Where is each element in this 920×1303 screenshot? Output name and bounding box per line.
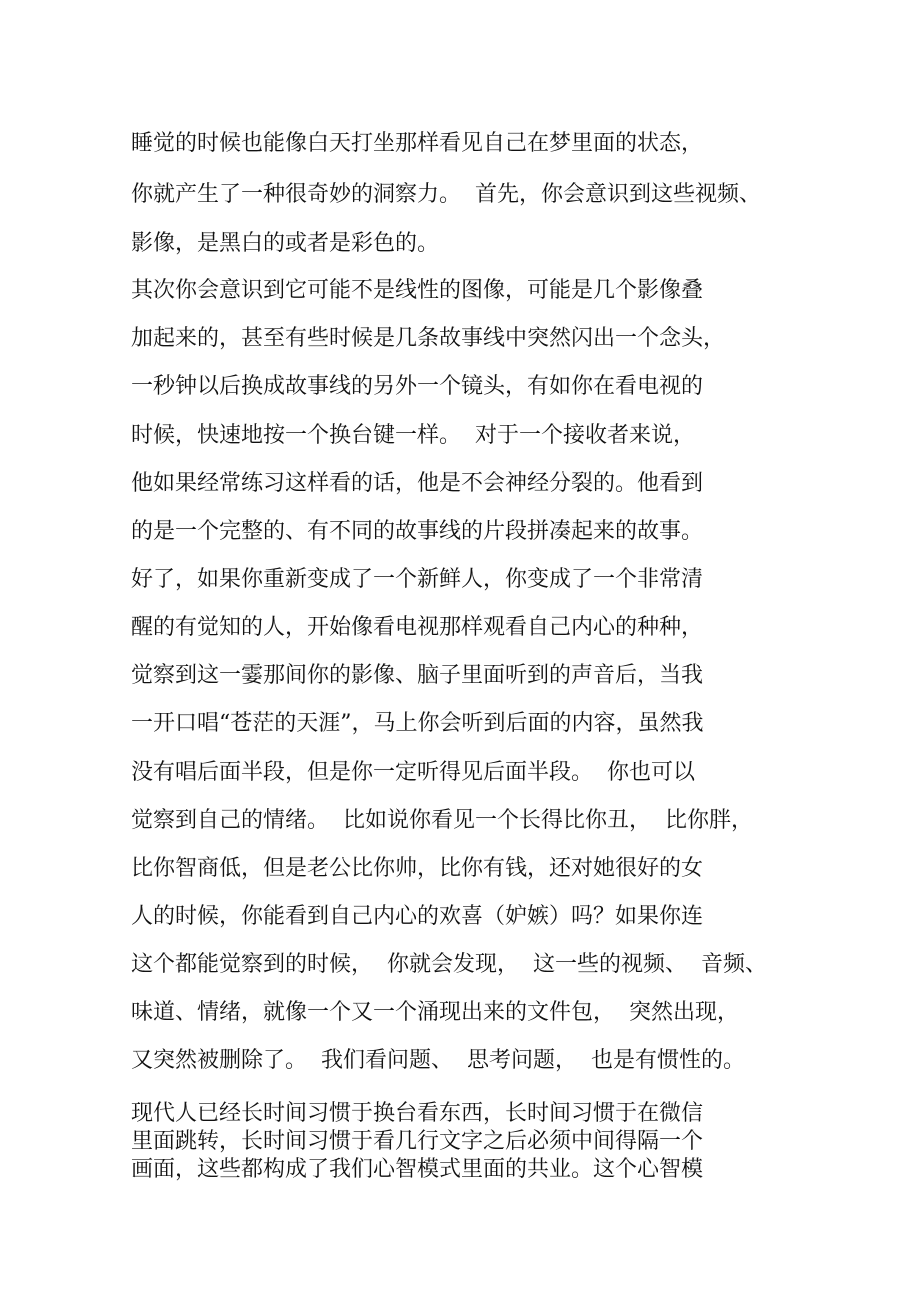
text-line: 睡觉的时候也能像白天打坐那样看见自己在梦里面的状态， [131, 131, 704, 156]
text-line: 里面跳转，长时间习惯于看几行文字之后必须中间得隔一个 [131, 1129, 704, 1154]
text-line: 你就产生了一种很奇妙的洞察力。 首先，你会意识到这些视频、 [131, 182, 761, 207]
text-line: 好了，如果你重新变成了一个新鲜人，你变成了一个非常清 [131, 567, 704, 592]
text-line: 一开口唱“苍茫的天涯”，马上你会听到后面的内容，虽然我 [131, 711, 704, 736]
text-line: 觉察到这一霎那间你的影像、脑子里面听到的声音后，当我 [131, 663, 704, 688]
text-line: 醒的有觉知的人，开始像看电视那样观看自己内心的种种， [131, 615, 704, 640]
text-line: 时候，快速地按一个换台键一样。 对于一个接收者来说， [131, 423, 695, 448]
text-line: 这个都能觉察到的时候， 你就会发现， 这一些的视频、 音频、 [131, 952, 767, 977]
text-line: 画面，这些都构成了我们心智模式里面的共业。这个心智模 [131, 1157, 704, 1182]
text-line: 的是一个完整的、有不同的故事线的片段拼凑起来的故事。 [131, 519, 704, 544]
text-line: 没有唱后面半段，但是你一定听得见后面半段。 你也可以 [131, 760, 695, 785]
text-line: 觉察到自己的情绪。 比如说你看见一个长得比你丑， 比你胖， [131, 808, 753, 833]
text-line: 人的时候，你能看到自己内心的欢喜（妒嫉）吗？如果你连 [131, 904, 704, 929]
text-line: 他如果经常练习这样看的话，他是不会神经分裂的。他看到 [131, 471, 704, 496]
text-line: 现代人已经长时间习惯于换台看东西，长时间习惯于在微信 [131, 1101, 704, 1126]
text-line: 又突然被删除了。 我们看问题、 思考问题， 也是有惯性的。 [131, 1048, 745, 1073]
text-line: 味道、情绪，就像一个又一个涌现出来的文件包， 突然出现， [131, 1000, 739, 1025]
text-line: 其次你会意识到它可能不是线性的图像，可能是几个影像叠 [131, 278, 704, 303]
text-line: 一秒钟以后换成故事线的另外一个镜头，有如你在看电视的 [131, 374, 704, 399]
text-line: 影像，是黑白的或者是彩色的。 [131, 231, 440, 256]
text-line: 比你智商低，但是老公比你帅，比你有钱，还对她很好的女 [131, 856, 704, 881]
text-line: 加起来的，甚至有些时候是几条故事线中突然闪出一个念头， [131, 326, 726, 351]
